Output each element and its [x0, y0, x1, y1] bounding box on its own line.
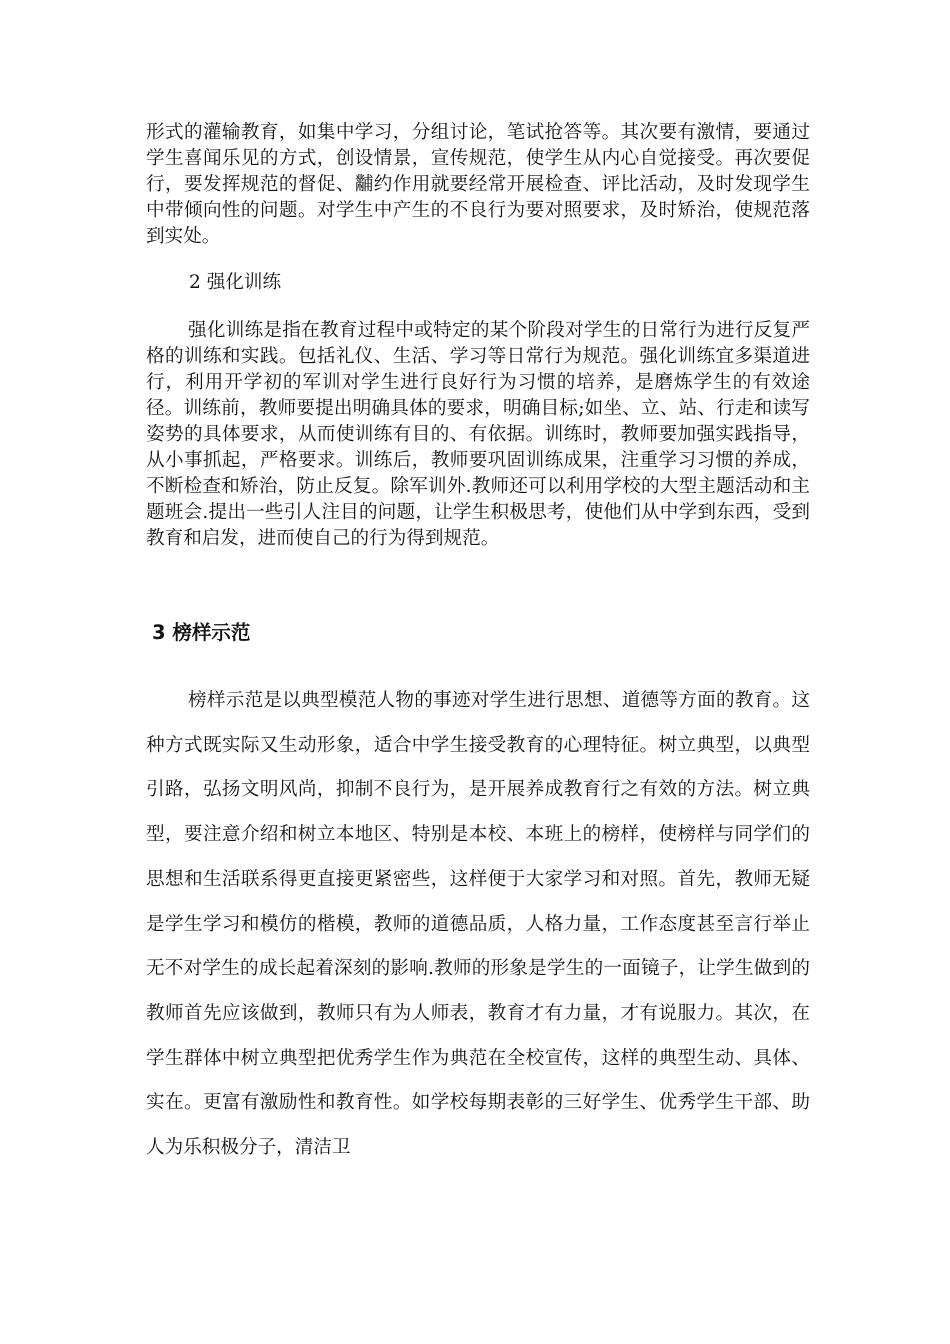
paragraph-norm-education: 形式的灌输教育，如集中学习，分组讨论，笔试抢答等。其次要有激情，要通过学生喜闻乐见的方式，创设情景，宣传规范，使学生从内心自觉接受。再次要促行，要发挥规范的督促、黼约作用就要经常开展检查、评比活动，及时发现学生中带倾向性的问题。对学生中产生的不良行为要对照要求，及时矫治，使规范落到实处。	[146, 122, 810, 247]
paragraph-role-model: 榜样示范是以典型模范人物的事迹对学生进行思想、道德等方面的教育。这种方式既实际又生动形象，适合中学生接受教育的心理特征。树立典型，以典型引路，弘扬文明风尚，抑制不良行为，是开展养成教育行之有效的方法。树立典型，要注意介绍和树立本地区、特别是本校、本班上的榜样，使榜样与同学们的思想和生活联系得更直接更紧密些，这样便于大家学习和对照。首先，教师无疑是学生学习和模仿的楷模，教师的道德品质，人格力量，工作态度甚至言行举止无不对学生的成长起着深刻的影响.教师的形象是学生的一面镜子，让学生做到的教师首先应该做到，教师只有为人师表，教育才有力量，才有说服力。其次，在学生群体中树立典型把优秀学生作为典范在全校宣传，这样的典型生动、具体、实在。更富有激励性和教育性。如学校每期表彰的三好学生、优秀学生干部、助人为乐积极分子，清洁卫	[146, 690, 810, 1159]
paragraph-intensive-training: 强化训练是指在教育过程中或特定的某个阶段对学生的日常行为进行反复严格的训练和实践。包括礼仪、生活、学习等日常行为规范。强化训练宜多渠道进行，利用开学初的军训对学生进行良好行为习惯的培养，是磨炼学生的有效途径。训练前，教师要提出明确具体的要求，明确目标;如坐、立、站、行走和读写姿势的具体要求，从而使训练有目的、有依据。训练时，教师要加强实践指导，从小事抓起，严格要求。训练后，教师要巩固训练成果，注重学习习惯的养成，不断检查和矫治，防止反复。除军训外.教师还可以利用学校的大型主题活动和主题班会.提出一些引人注目的问题，让学生积极思考，使他们从中学到东西，受到教育和启发，进而使自己的行为得到规范。	[146, 320, 810, 549]
section-heading-role-model: 3 榜样示范	[152, 621, 251, 644]
section-heading-intensive-training: 2 强化训练	[189, 272, 282, 293]
